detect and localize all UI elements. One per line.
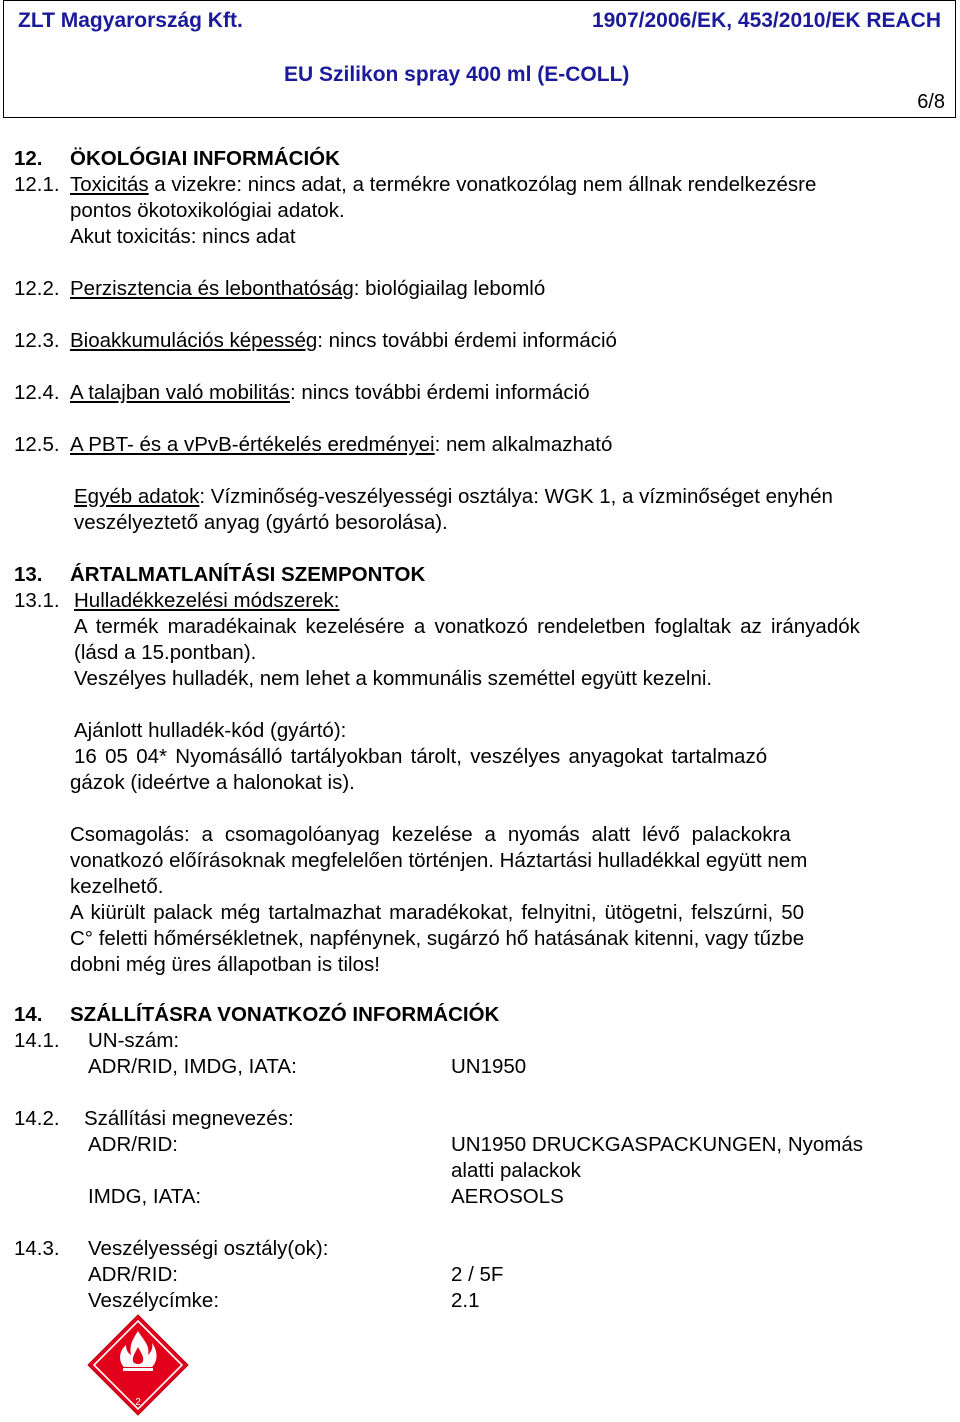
packaging-line3: kezelhető. [70,875,164,898]
empty-container-line1: A kiürült palack még tartalmazhat maradékokat, felnyitni, ütögetni, felszúrni, 50 [70,901,805,924]
item-12-4-line [70,380,590,406]
waste-code-line1: 16 05 04* Nyomásálló tartályokban tárolt, veszélyes anyagokat tartalmazó [74,745,768,768]
other-data-line1 [74,484,833,510]
item-12-3-text: : nincs további érdemi információ [317,329,617,352]
item-12-3-line [70,328,617,354]
item-14-2-label: Szállítási megnevezés: [84,1107,294,1130]
item-12-1-line2: pontos ökotoxikológiai adatok. [70,199,345,222]
item-13-1-line1: A termék maradékainak kezelésére a vonatkozó rendeletben foglaltak az irányadók [74,615,860,638]
item-12-1-line1 [70,172,950,198]
flammable-gas-pictogram [86,1313,190,1417]
item-12-5-text: : nem alkalmazható [434,433,613,456]
hazard-class-adr-value: 2 / 5F [451,1263,504,1286]
un-number-key: ADR/RID, IMDG, IATA: [88,1055,297,1078]
item-13-1-line2: (lásd a 15.pontban). [74,641,257,664]
page-number: 6/8 [917,91,945,113]
item-12-4-label: A talajban való mobilitás [70,381,290,404]
waste-code-label: Ajánlott hulladék-kód (gyártó): [74,719,347,742]
waste-code-line2: gázok (ideértve a halonokat is). [70,771,355,794]
section-14-number: 14. [14,1003,43,1026]
section-14-title: SZÁLLÍTÁSRA VONATKOZÓ INFORMÁCIÓK [70,1003,500,1026]
hazard-label-value: 2.1 [451,1289,480,1312]
item-12-4-text: : nincs további érdemi információ [289,381,590,404]
shipping-name-adr-value-line2: alatti palackok [451,1159,581,1182]
item-12-2-label: Perzisztencia és lebonthatóság [70,277,354,300]
shipping-name-imdg-key: IMDG, IATA: [88,1185,202,1208]
item-14-3-number: 14.3. [14,1237,60,1260]
item-14-3-label: Veszélyességi osztály(ok): [88,1237,329,1260]
item-13-1-line3: Veszélyes hulladék, nem lehet a kommunális szeméttel együtt kezelni. [74,667,713,690]
empty-container-line2: C° feletti hőmérsékletnek, napfénynek, sugárzó hő hatásának kitenni, vagy tűzbe [70,927,805,950]
packaging-line2: vonatkozó előírásoknak megfelelően történjen. Háztartási hulladékkal együtt nem [70,849,808,872]
item-12-4-number: 12.4. [14,381,60,404]
shipping-name-imdg-value: AEROSOLS [451,1185,564,1208]
item-14-1-number: 14.1. [14,1029,60,1052]
item-13-1-number: 13.1. [14,589,60,612]
pictogram-class-number: 2 [135,1397,141,1408]
section-13-number: 13. [14,563,43,586]
un-number-value: UN1950 [451,1055,527,1078]
document-header [3,0,956,118]
item-12-3-number: 12.3. [14,329,60,352]
item-12-1-line3: Akut toxicitás: nincs adat [70,225,296,248]
item-12-1-label: Toxicitás [70,173,149,196]
section-13-title: ÁRTALMATLANÍTÁSI SZEMPONTOK [70,563,426,586]
item-12-3-label: Bioakkumulációs képesség [70,329,318,352]
item-12-1-number: 12.1. [14,173,60,196]
item-12-2-text: : biológiailag lebomló [353,277,546,300]
empty-container-line3: dobni még üres állapotban is tilos! [70,953,380,976]
product-name: EU Szilikon spray 400 ml (E-COLL) [284,63,630,86]
item-12-2-number: 12.2. [14,277,60,300]
item-12-2-line [70,276,545,302]
item-12-5-line [70,432,612,458]
hazard-class-adr-key: ADR/RID: [88,1263,178,1286]
other-data-label: Egyéb adatok [74,485,200,508]
item-12-1-text: a vizekre: nincs adat, a termékre vonatkozólag nem állnak rendelkezésre [148,173,817,196]
other-data-text: : Vízminőség-veszélyességi osztálya: WGK 1, a vízminőséget enyhén [199,485,833,508]
hazard-label-key: Veszélycímke: [88,1289,220,1312]
section-12-title: ÖKOLÓGIAI INFORMÁCIÓK [70,147,340,170]
packaging-line1: Csomagolás: a csomagolóanyag kezelése a nyomás alatt lévő palackokra [70,823,791,846]
regulation-ref: 1907/2006/EK, 453/2010/EK REACH [591,9,941,32]
item-12-5-label: A PBT- és a vPvB-értékelés eredményei [70,433,435,456]
item-14-1-label: UN-szám: [88,1029,180,1052]
section-12-number: 12. [14,147,43,170]
company-name: ZLT Magyarország Kft. [18,9,243,32]
other-data-line2: veszélyeztető anyag (gyártó besorolása). [74,511,448,534]
shipping-name-adr-value-line1: UN1950 DRUCKGASPACKUNGEN, Nyomás [451,1133,864,1156]
item-14-2-number: 14.2. [14,1107,60,1130]
flame-icon [86,1313,190,1417]
item-12-5-number: 12.5. [14,433,60,456]
shipping-name-adr-key: ADR/RID: [88,1133,178,1156]
item-13-1-label: Hulladékkezelési módszerek: [74,589,340,612]
